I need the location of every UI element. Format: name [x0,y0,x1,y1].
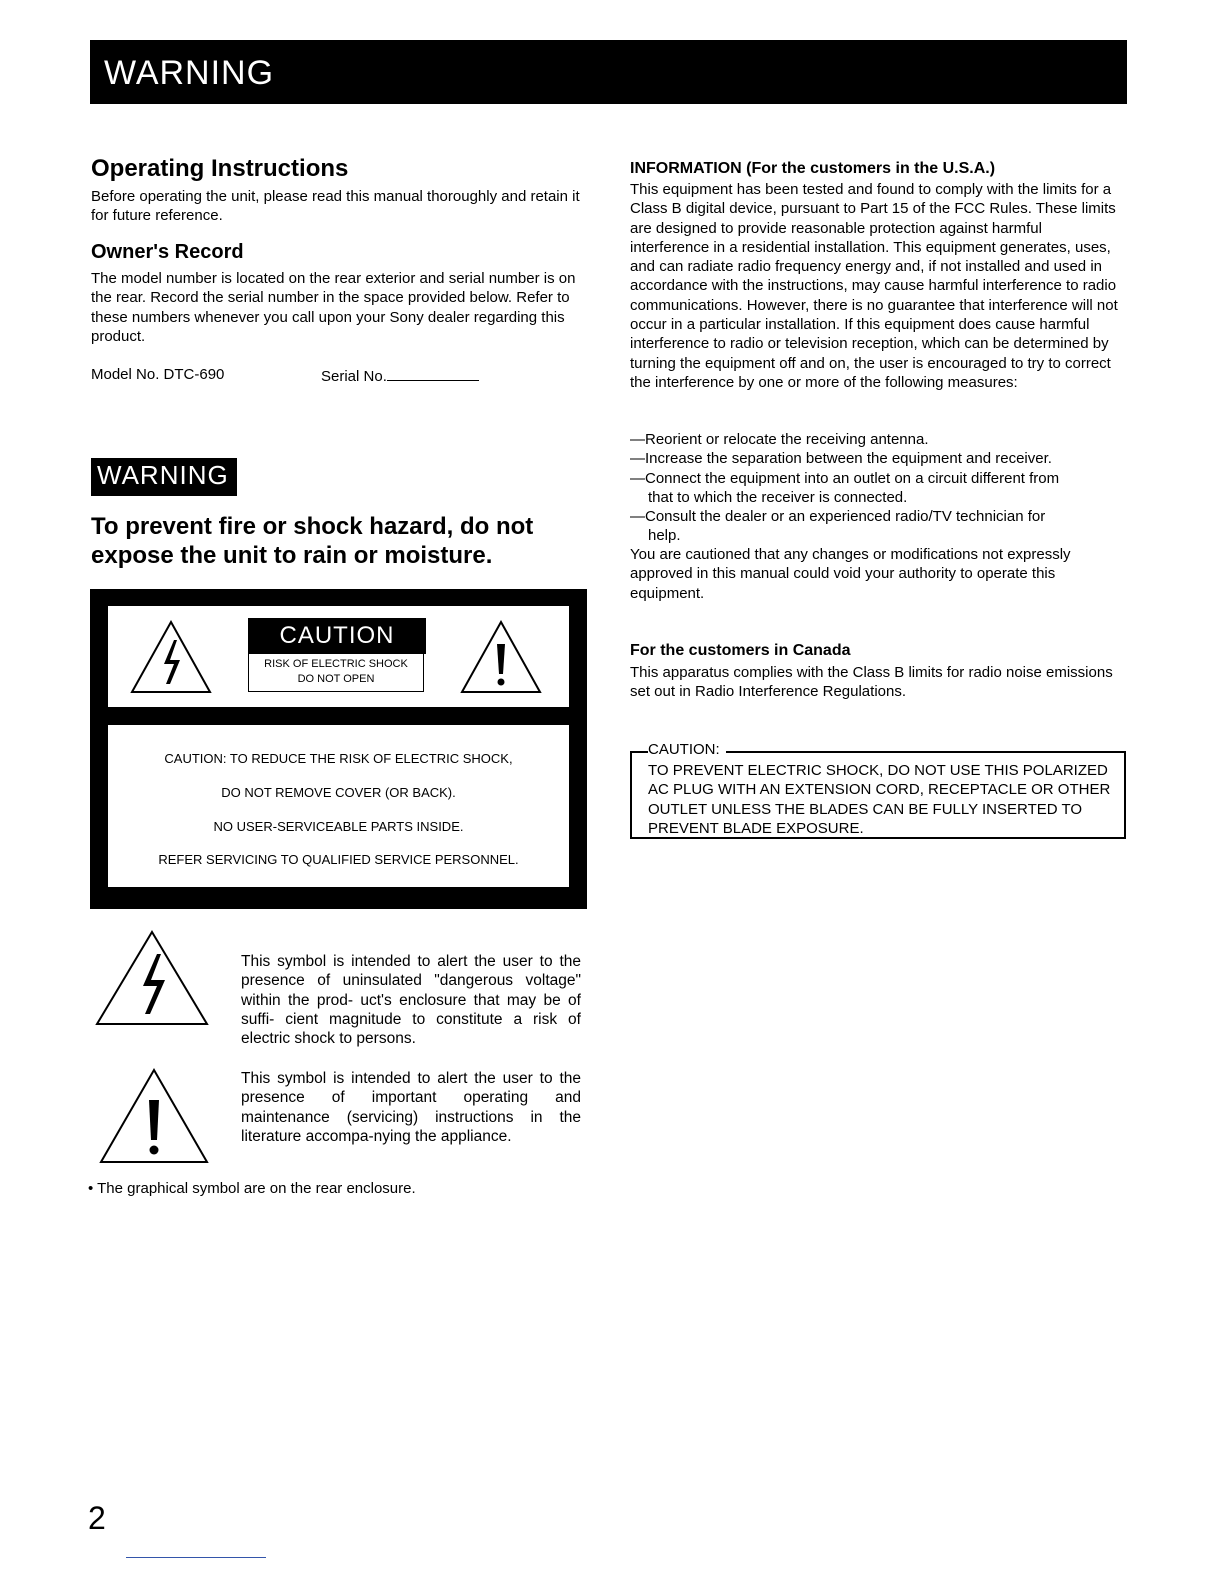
owners-record-heading: Owner's Record [91,241,244,263]
owners-record-text: The model number is located on the rear exterior and serial number is on the rear. Record the serial number in the space provided below. Refer to these numbers whenever you call upon your Sony dealer regarding this product. [91,270,576,345]
measure-item: —Increase the separation between the equipment and receiver. [630,450,1052,468]
hazard-statement: To prevent fire or shock hazard, do not expose the unit to rain or moisture. [91,513,534,569]
caution-label-bottom [108,725,569,887]
exclamation-warning-icon [460,620,542,694]
measure-item-cont: help. [648,527,681,545]
serial-label: Serial No. [321,368,387,385]
measure-item: —Connect the equipment into an outlet on a circuit different from [630,469,1060,487]
caution-label-top [108,606,569,707]
plug-caution-text: TO PREVENT ELECTRIC SHOCK, DO NOT USE THIS POLARIZED AC PLUG WITH AN EXTENSION CORD, RECEPTACLE OR OTHER OUTLET UNLESS THE BLADES CAN BE FULLY INSERTED TO PREVENT BLADE EXPOSURE. [648,762,1111,837]
caution-title: CAUTION [248,618,426,654]
page-number: 2 [88,1500,106,1536]
caution-label-box [90,589,587,909]
caution-line-4: REFER SERVICING TO QUALIFIED SERVICE PERSONNEL. [158,852,519,867]
attention-symbol-text: This symbol is intended to alert the user to the presence of important operating and maintenance (servicing) instructions in the literature accompa-nying the appliance. [241,1070,581,1145]
plug-caution-label: CAUTION: [648,741,726,758]
voltage-symbol-text: This symbol is intended to alert the user to the presence of uninsulated "dangerous voltage" within the prod- uct's enclosure that may be of suffi- cient magnitude to constitute a risk of electric shock to persons. [241,953,581,1048]
measure-item: —Consult the dealer or an experienced radio/TV technician for [630,508,1046,526]
caution-line-1: CAUTION: TO REDUCE THE RISK OF ELECTRIC SHOCK, [164,751,513,766]
canada-text: This apparatus complies with the Class B limits for radio noise emissions set out in Radio Interference Regulations. [630,664,1113,701]
symbol-footnote: • The graphical symbol are on the rear enclosure. [88,1180,416,1197]
header-title: WARNING [104,54,275,92]
operating-instructions-heading: Operating Instructions [91,155,349,182]
model-number: Model No. DTC-690 [91,366,225,383]
exclamation-symbol-icon [99,1068,209,1164]
caution-sub-line1: RISK OF ELECTRIC SHOCK [264,658,408,670]
lightning-symbol-icon [95,930,209,1026]
serial-blank-line [387,366,479,381]
header-warning-bar [90,40,1127,104]
serial-number [321,366,479,385]
caution-sub-line2: DO NOT OPEN [297,673,375,685]
footer-rule [126,1557,266,1558]
warning-badge: WARNING [91,458,237,496]
caution-line-2: DO NOT REMOVE COVER (OR BACK). [221,785,456,800]
modification-caution-text: You are cautioned that any changes or modifications not expressly approved in this manual could void your authority to operate this equipment. [630,546,1071,602]
canada-heading: For the customers in Canada [630,642,851,659]
fcc-measures-list [630,430,1125,546]
measure-item: —Reorient or relocate the receiving antenna. [630,431,929,448]
operating-instructions-text: Before operating the unit, please read this manual thoroughly and retain it for future reference. [91,188,580,225]
fcc-info-heading: INFORMATION (For the customers in the U.S.A.) [630,160,996,177]
caution-line-3: NO USER-SERVICEABLE PARTS INSIDE. [213,819,464,834]
measure-item-cont: that to which the receiver is connected. [648,488,908,506]
lightning-warning-icon [130,620,212,694]
caution-subtitle [248,654,424,692]
fcc-info-text: This equipment has been tested and found to comply with the limits for a Class B digital device, pursuant to Part 15 of the FCC Rules. These limits are designed to provide reasonable protection against harmful interference in a residential installation. This equipment generates, uses, and can radiate radio frequency energy and, if not installed and used in accordance with the instructions, may cause harmful interference to radio communications. However, there is no guarantee that interference will not occur in a particular installation. If this equipment does cause harmful interference to radio or television reception, which can be determined by turning the equipment off and on, the user is encouraged to try to correct the interference by one or more of the following measures: [630,181,1118,391]
plug-caution-box [630,741,1126,839]
